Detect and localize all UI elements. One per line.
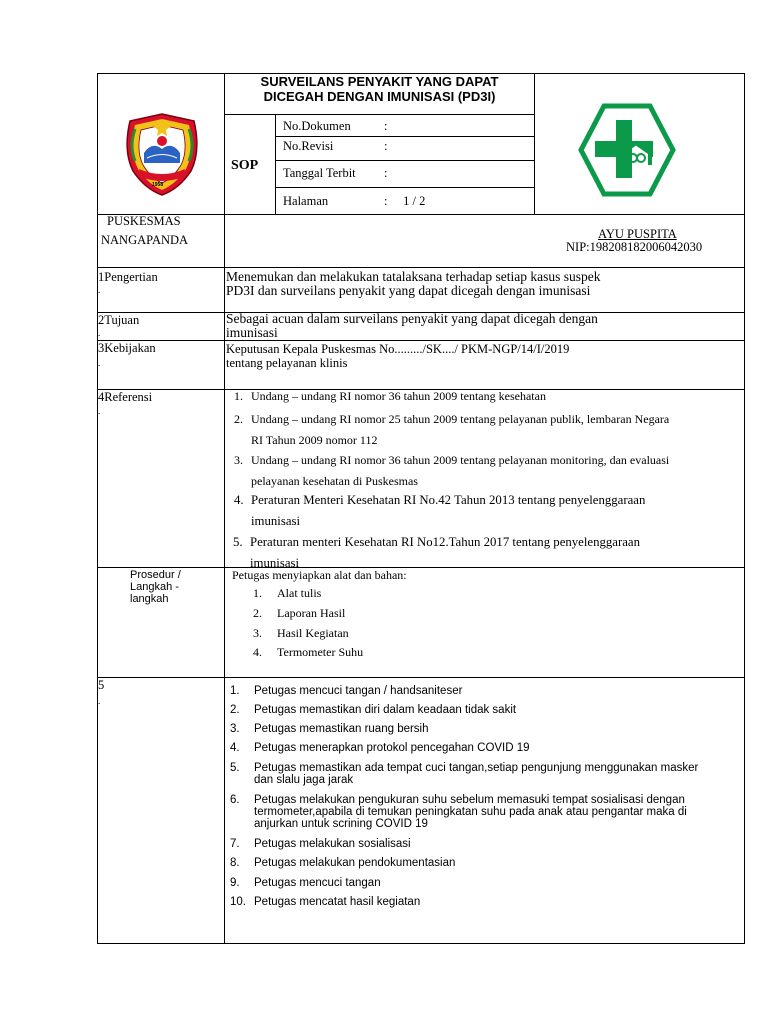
section-3-text bbox=[226, 342, 569, 370]
table-border-bottom bbox=[97, 943, 745, 944]
section-3-title: Kebijakan bbox=[104, 341, 156, 355]
section-2-text bbox=[226, 312, 598, 340]
field-tanggal-terbit-label: Tanggal Terbit bbox=[283, 166, 356, 180]
field-line-1 bbox=[275, 136, 535, 137]
section-1-text bbox=[226, 270, 601, 298]
field-line-3 bbox=[275, 187, 535, 188]
section-5-number: 5 bbox=[98, 678, 105, 692]
section-2-title: Tujuan bbox=[104, 313, 140, 327]
reference-list: 1. Undang – undang RI nomor 36 tahun 2009 tentang kesehatan 2. Undang – undang RI nomor 25 tahun 2009 tentang pelayanan publik, lembaran Negara RI Tahun 2009 nomor 112 3. Undang – undang RI nomor 36 tahun 2009 tentang pelayanan monitoring, dan evaluasi pelayanan kesehatan di Puskesmas 4. Peraturan Menteri Kesehatan RI No.42 Tahun 2013 tentang penyelenggaraan imunisasi 5. Peraturan menteri Kesehatan RI No12.Tahun 2017 tentang penyelenggaraan imunisasi bbox=[233, 389, 670, 570]
procedure-label-line-2: Langkah - bbox=[130, 581, 179, 593]
section-1-text-line-1: Menemukan dan melakukan tatalaksana terhadap setiap kasus suspek bbox=[226, 269, 601, 284]
field-tanggal-terbit-value: : bbox=[384, 166, 388, 180]
procedure-label-line-3: langkah bbox=[130, 593, 169, 605]
section-2-text-line-1: Sebagai acuan dalam surveilans penyakit yang dapat dicegah dengan bbox=[226, 311, 598, 326]
sop-label: SOP bbox=[231, 158, 259, 173]
row-line-6 bbox=[97, 677, 745, 678]
procedure-intro: Petugas menyiapkan alat dan bahan: bbox=[232, 568, 407, 582]
section-4-dot: . bbox=[98, 406, 101, 416]
procedure-label bbox=[130, 569, 181, 605]
field-no-dokumen-value: : bbox=[384, 119, 388, 133]
section-2-dot: . bbox=[98, 328, 101, 338]
section-5-dot: . bbox=[98, 696, 101, 706]
section-1-dot: . bbox=[98, 285, 101, 295]
field-no-dokumen-label: No.Dokumen bbox=[283, 119, 351, 133]
field-line-2 bbox=[275, 160, 535, 161]
sop-divider bbox=[275, 114, 276, 214]
puskesmas-logo bbox=[578, 103, 676, 197]
signer-name: AYU PUSPITA bbox=[598, 227, 677, 241]
emblem-year: 1958 bbox=[152, 182, 164, 188]
section-1-text-line-2: PD3I dan surveilans penyakit yang dapat dicegah dengan imunisasi bbox=[226, 283, 591, 298]
section-4-number: 4 bbox=[98, 390, 105, 404]
section-1-number: 1 bbox=[98, 270, 105, 284]
row-line-1 bbox=[97, 267, 745, 268]
table-border-right bbox=[744, 73, 745, 944]
document-title-line-1: SURVEILANS PENYAKIT YANG DAPAT bbox=[260, 74, 499, 89]
table-border-left bbox=[97, 73, 101, 944]
field-no-revisi-value: : bbox=[384, 139, 388, 153]
section-3-text-line-1: Keputusan Kepala Puskesmas No........./SK..../ PKM-NGP/14/I/2019 bbox=[226, 342, 570, 356]
section-2-text-line-2: imunisasi bbox=[226, 325, 278, 340]
org-name-line-1: PUSKESMAS bbox=[107, 214, 181, 228]
title-bottom-line bbox=[224, 114, 535, 115]
section-4-title: Referensi bbox=[104, 390, 153, 404]
section-4-label bbox=[98, 390, 152, 405]
section-3-number: 3 bbox=[98, 341, 105, 355]
section-1-title: Pengertian bbox=[104, 270, 158, 284]
section-2-number: 2 bbox=[98, 313, 105, 327]
section-2-label bbox=[98, 313, 139, 328]
procedure-label-line-1: Prosedur / bbox=[130, 569, 181, 581]
header-bottom-line bbox=[97, 214, 745, 215]
document-title bbox=[224, 74, 535, 104]
org-name-line-2: NANGAPANDA bbox=[101, 233, 189, 247]
field-halaman-label: Halaman bbox=[283, 194, 329, 208]
document-title-line-2: DICEGAH DENGAN IMUNISASI (PD3I) bbox=[263, 89, 496, 104]
section-3-dot: . bbox=[98, 358, 101, 368]
section-3-label bbox=[98, 341, 156, 356]
section-3-text-line-2: tentang pelayanan klinis bbox=[226, 356, 348, 370]
column-divider bbox=[224, 73, 225, 944]
field-halaman-value: : 1 / 2 bbox=[384, 194, 426, 208]
puskesmas-cross-icon bbox=[578, 103, 676, 197]
section-1-label bbox=[98, 270, 158, 285]
regency-emblem-logo bbox=[121, 111, 203, 197]
field-no-revisi-label: No.Revisi bbox=[283, 139, 334, 153]
signer-nip: NIP:198208182006042030 bbox=[566, 240, 703, 254]
row-line-3 bbox=[97, 340, 745, 341]
